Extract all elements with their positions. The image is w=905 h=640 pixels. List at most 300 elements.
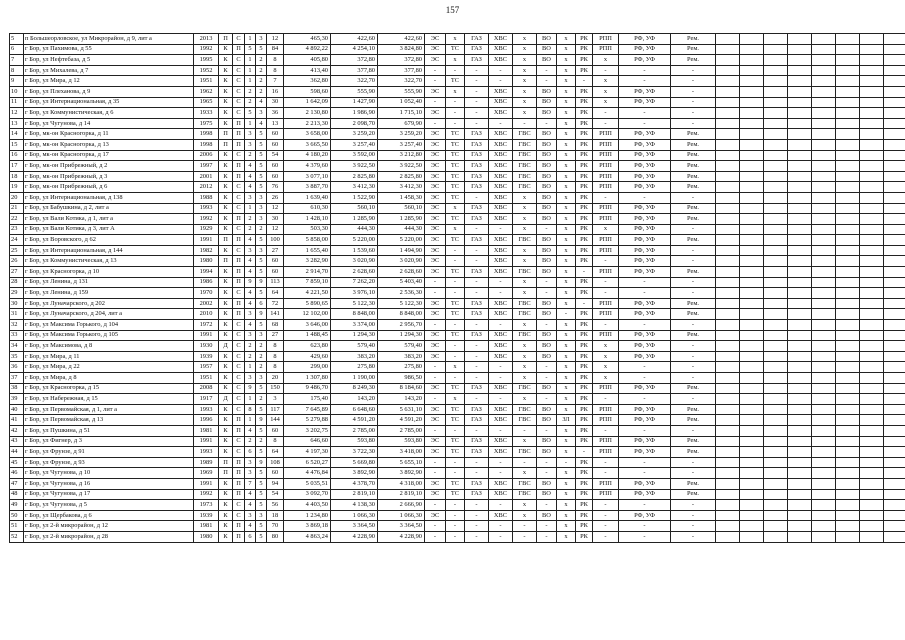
table-cell: - [619, 373, 671, 384]
row-number-cell: 11 [10, 97, 24, 108]
table-cell: К [219, 436, 233, 447]
table-cell: ГАЗ [465, 203, 489, 214]
table-cell [764, 351, 788, 362]
table-cell [812, 436, 836, 447]
table-cell [860, 288, 884, 299]
table-cell [740, 447, 764, 458]
table-cell: 2 819,10 [331, 489, 378, 500]
table-cell: 76 [267, 182, 284, 193]
table-cell: - [465, 362, 489, 373]
table-cell: ГАЗ [465, 44, 489, 55]
table-cell: х [557, 65, 576, 76]
table-cell: 2 [245, 97, 256, 108]
table-cell [740, 203, 764, 214]
table-cell [788, 118, 812, 129]
table-cell: 9 [256, 415, 267, 426]
table-cell: 3 [256, 373, 267, 384]
table-cell: К [219, 245, 233, 256]
table-cell: П [219, 129, 233, 140]
table-cell: х [513, 351, 537, 362]
table-cell: - [593, 288, 619, 299]
table-cell: ГВС [513, 404, 537, 415]
table-cell: 1 066,30 [378, 510, 425, 521]
table-cell [884, 224, 905, 235]
table-cell: ХВС [489, 383, 513, 394]
table-cell: РК [576, 320, 593, 331]
table-cell [836, 457, 860, 468]
table-cell: 3 [245, 139, 256, 150]
table-cell: ЭС [425, 34, 446, 45]
table-cell: х [513, 320, 537, 331]
table-cell [836, 203, 860, 214]
table-cell [764, 415, 788, 426]
table-cell: ХВС [489, 510, 513, 521]
table-cell: РПП [593, 478, 619, 489]
table-cell [860, 44, 884, 55]
table-cell: К [219, 108, 233, 119]
table-cell: - [489, 320, 513, 331]
table-cell: РК [576, 108, 593, 119]
table-cell: РК [576, 373, 593, 384]
table-cell: 1965 [194, 97, 219, 108]
table-cell: РК [576, 288, 593, 299]
table-cell: х [557, 224, 576, 235]
table-cell [764, 447, 788, 458]
table-cell: 1962 [194, 86, 219, 97]
table-cell: х [557, 267, 576, 278]
table-cell: ХВС [489, 404, 513, 415]
table-cell: - [425, 500, 446, 511]
table-cell: 1980 [194, 256, 219, 267]
table-cell [788, 500, 812, 511]
table-cell: х [446, 203, 465, 214]
table-cell [836, 97, 860, 108]
table-cell: РПП [593, 214, 619, 225]
table-cell: РФ, УФ [619, 171, 671, 182]
table-cell: - [671, 288, 716, 299]
table-cell: РК [576, 394, 593, 405]
table-row [10, 436, 905, 447]
table-cell [716, 373, 740, 384]
table-cell [740, 510, 764, 521]
table-cell: - [619, 277, 671, 288]
table-cell [764, 76, 788, 87]
table-cell [884, 182, 905, 193]
table-cell: РК [576, 97, 593, 108]
table-cell: 4 403,50 [284, 500, 331, 511]
table-cell: 8 848,00 [378, 309, 425, 320]
table-cell: 5 [256, 267, 267, 278]
table-cell: х [557, 478, 576, 489]
table-cell: ВО [537, 192, 557, 203]
table-cell: 60 [267, 267, 284, 278]
table-row [10, 182, 905, 193]
table-cell: ВО [537, 341, 557, 352]
table-cell [860, 65, 884, 76]
table-cell: ТС [446, 171, 465, 182]
table-cell: х [513, 341, 537, 352]
table-cell [764, 373, 788, 384]
table-cell: ХВС [489, 97, 513, 108]
table-cell: РПП [593, 235, 619, 246]
table-cell: РК [576, 500, 593, 511]
table-cell [836, 65, 860, 76]
table-cell: ЭС [425, 415, 446, 426]
table-cell: - [537, 373, 557, 384]
table-cell: РК [576, 341, 593, 352]
table-cell: 322,70 [378, 76, 425, 87]
table-cell: ТС [446, 478, 465, 489]
table-cell: П [233, 489, 245, 500]
table-cell: 1997 [194, 161, 219, 172]
table-cell [836, 478, 860, 489]
table-cell: 5 122,30 [378, 298, 425, 309]
table-cell [836, 288, 860, 299]
table-cell: 3 824,80 [378, 44, 425, 55]
table-cell: - [593, 521, 619, 532]
table-cell: К [219, 288, 233, 299]
table-cell [716, 44, 740, 55]
address-cell: г Бор, ул Фрунзе, д 91 [24, 447, 194, 458]
table-cell: - [537, 531, 557, 542]
table-cell: х [557, 489, 576, 500]
table-cell [740, 351, 764, 362]
table-cell: - [537, 224, 557, 235]
table-cell [860, 309, 884, 320]
table-cell: С [233, 108, 245, 119]
table-cell: 2 [245, 214, 256, 225]
table-cell: ХВС [489, 309, 513, 320]
table-cell: 80 [267, 531, 284, 542]
table-row [10, 108, 905, 119]
table-cell: 72 [267, 298, 284, 309]
table-cell: 5 890,65 [284, 298, 331, 309]
table-cell [716, 404, 740, 415]
table-cell: - [465, 277, 489, 288]
table-cell: 1 428,10 [284, 214, 331, 225]
table-cell: К [219, 150, 233, 161]
row-number-cell: 12 [10, 108, 24, 119]
table-cell: П [219, 139, 233, 150]
table-cell: - [671, 500, 716, 511]
table-cell: х [557, 203, 576, 214]
table-cell: - [619, 425, 671, 436]
table-cell [764, 224, 788, 235]
table-cell [836, 118, 860, 129]
table-cell: 1994 [194, 267, 219, 278]
table-cell [884, 277, 905, 288]
table-cell: 4 591,20 [378, 415, 425, 426]
table-cell: 5 [256, 500, 267, 511]
table-cell [884, 44, 905, 55]
table-cell [764, 256, 788, 267]
table-cell: 6 520,27 [284, 457, 331, 468]
table-cell: х [557, 298, 576, 309]
table-cell: Рем. [671, 150, 716, 161]
table-cell: РПП [593, 330, 619, 341]
table-cell: РПП [593, 298, 619, 309]
table-cell [740, 97, 764, 108]
table-cell [884, 500, 905, 511]
table-cell [836, 436, 860, 447]
table-cell: х [593, 86, 619, 97]
table-cell: ХВС [489, 436, 513, 447]
table-cell: ХВС [489, 203, 513, 214]
table-cell: ТС [446, 214, 465, 225]
table-cell: 1972 [194, 320, 219, 331]
table-row [10, 298, 905, 309]
table-cell [716, 235, 740, 246]
table-cell [740, 256, 764, 267]
address-cell: г Бор, ул Коммунистическая, д 6 [24, 108, 194, 119]
table-cell: 1982 [194, 245, 219, 256]
table-cell: С [233, 394, 245, 405]
table-cell [764, 118, 788, 129]
table-cell: х [557, 86, 576, 97]
table-cell [764, 468, 788, 479]
table-cell [884, 214, 905, 225]
table-cell: х [513, 394, 537, 405]
table-cell [812, 489, 836, 500]
table-cell: 4 318,00 [378, 478, 425, 489]
table-cell: ТС [446, 330, 465, 341]
table-cell [836, 86, 860, 97]
table-cell: х [557, 500, 576, 511]
table-cell: РК [576, 192, 593, 203]
table-cell: х [557, 531, 576, 542]
table-cell: х [557, 97, 576, 108]
table-cell: 4 378,70 [331, 478, 378, 489]
table-cell: - [671, 521, 716, 532]
table-cell [716, 436, 740, 447]
table-row [10, 277, 905, 288]
table-cell: ЭС [425, 256, 446, 267]
table-row [10, 161, 905, 172]
table-cell [788, 521, 812, 532]
table-cell [740, 65, 764, 76]
table-cell: - [465, 457, 489, 468]
table-cell: С [233, 76, 245, 87]
table-cell: 3 887,70 [284, 182, 331, 193]
table-cell [788, 34, 812, 45]
table-cell: - [465, 531, 489, 542]
table-cell [836, 415, 860, 426]
table-cell [884, 34, 905, 45]
table-cell: С [233, 383, 245, 394]
table-cell [812, 44, 836, 55]
table-cell: - [465, 76, 489, 87]
table-cell [884, 531, 905, 542]
table-cell: х [593, 351, 619, 362]
table-cell: - [619, 192, 671, 203]
table-cell [764, 394, 788, 405]
table-cell [740, 44, 764, 55]
address-cell: г Бор, ул Чугунова, д 16 [24, 478, 194, 489]
table-cell [836, 447, 860, 458]
table-cell: х [513, 277, 537, 288]
table-row [10, 394, 905, 405]
table-cell: 1917 [194, 394, 219, 405]
table-cell [812, 76, 836, 87]
table-cell: 5 [256, 468, 267, 479]
table-cell [860, 97, 884, 108]
table-cell: 1 [245, 65, 256, 76]
table-cell [764, 288, 788, 299]
table-cell [812, 34, 836, 45]
table-cell: ЭС [425, 330, 446, 341]
row-number-cell: 13 [10, 118, 24, 129]
table-cell: 7 262,20 [331, 277, 378, 288]
address-cell: г Бор, мк-он Прибрежный, д 2 [24, 161, 194, 172]
table-cell: РК [576, 161, 593, 172]
table-cell: ЭС [425, 447, 446, 458]
table-cell [884, 245, 905, 256]
table-cell [740, 34, 764, 45]
table-cell: ХВС [489, 55, 513, 66]
table-cell: 3 257,40 [378, 139, 425, 150]
table-cell: РФ, УФ [619, 510, 671, 521]
table-cell: 6 [256, 298, 267, 309]
table-cell: ХВС [489, 245, 513, 256]
table-cell [836, 161, 860, 172]
table-cell: - [671, 277, 716, 288]
address-cell: г Бор, ул Набережная, д 15 [24, 394, 194, 405]
table-cell: ГВС [513, 267, 537, 278]
row-number-cell: 14 [10, 129, 24, 140]
table-cell: - [671, 245, 716, 256]
table-cell: П [233, 531, 245, 542]
table-cell: РК [576, 171, 593, 182]
table-cell: х [513, 224, 537, 235]
table-cell [740, 235, 764, 246]
address-cell: г Бор, ул Интернациональная, д 138 [24, 192, 194, 203]
table-cell [764, 330, 788, 341]
table-cell: - [619, 500, 671, 511]
table-cell: - [446, 500, 465, 511]
table-cell [788, 161, 812, 172]
table-cell: ХВС [489, 86, 513, 97]
table-cell [764, 34, 788, 45]
table-cell: К [219, 298, 233, 309]
table-cell: РПП [593, 44, 619, 55]
table-cell: - [465, 320, 489, 331]
table-cell: - [537, 457, 557, 468]
address-cell: г Бор, ул 2-й микрорайон, д 28 [24, 531, 194, 542]
table-cell: 1 [245, 76, 256, 87]
table-cell: ХВС [489, 171, 513, 182]
table-cell: 2 [256, 224, 267, 235]
table-cell [884, 521, 905, 532]
table-cell [788, 447, 812, 458]
address-cell: г Бор, ул Луначарского, д 202 [24, 298, 194, 309]
row-number-cell: 6 [10, 44, 24, 55]
table-cell [740, 468, 764, 479]
table-cell: 2013 [194, 34, 219, 45]
table-cell: ЭС [425, 150, 446, 161]
table-cell: К [219, 373, 233, 384]
table-cell: 20 [267, 373, 284, 384]
table-cell: - [465, 500, 489, 511]
table-cell [716, 415, 740, 426]
table-cell: 9 [256, 277, 267, 288]
table-cell [788, 383, 812, 394]
table-cell: 64 [267, 288, 284, 299]
table-cell: 299,00 [284, 362, 331, 373]
table-cell [860, 182, 884, 193]
table-cell [836, 108, 860, 119]
table-cell [860, 171, 884, 182]
table-cell: ХВС [489, 139, 513, 150]
address-cell: г Бор, ул Интернациональная, д 144 [24, 245, 194, 256]
table-cell: - [465, 341, 489, 352]
table-cell: - [671, 394, 716, 405]
table-cell [788, 267, 812, 278]
table-cell: х [557, 256, 576, 267]
table-cell: х [513, 34, 537, 45]
table-row [10, 330, 905, 341]
table-cell: ГВС [513, 489, 537, 500]
table-cell: ВО [537, 447, 557, 458]
table-cell [860, 192, 884, 203]
table-cell: 593,80 [378, 436, 425, 447]
table-cell: ТС [446, 235, 465, 246]
table-cell: - [425, 277, 446, 288]
table-cell [740, 108, 764, 119]
table-cell: ЭС [425, 203, 446, 214]
table-cell: 3 592,00 [331, 150, 378, 161]
address-cell: г Бор, ул Михалева, д 7 [24, 65, 194, 76]
table-cell: 5 [256, 489, 267, 500]
table-cell: - [619, 118, 671, 129]
table-cell [788, 478, 812, 489]
table-cell: 5 [245, 108, 256, 119]
table-cell: 3 [245, 510, 256, 521]
table-cell: К [219, 510, 233, 521]
table-cell: РПП [593, 161, 619, 172]
table-cell [812, 203, 836, 214]
table-cell: РК [576, 510, 593, 521]
table-cell: С [233, 65, 245, 76]
table-cell [884, 288, 905, 299]
table-cell: ВО [537, 235, 557, 246]
table-cell: 3 [256, 108, 267, 119]
table-cell [884, 76, 905, 87]
table-cell: 5 [256, 425, 267, 436]
table-cell: - [489, 500, 513, 511]
table-cell: х [557, 383, 576, 394]
table-cell [836, 182, 860, 193]
address-cell: г Бор, ул Чугунова, д 17 [24, 489, 194, 500]
table-cell: - [619, 521, 671, 532]
table-cell [860, 383, 884, 394]
table-cell: - [465, 394, 489, 405]
table-cell: ВО [537, 34, 557, 45]
table-cell: ГАЗ [465, 298, 489, 309]
table-cell: х [513, 55, 537, 66]
table-cell: 1939 [194, 351, 219, 362]
table-cell [788, 468, 812, 479]
table-cell: С [233, 288, 245, 299]
table-cell: 5 [256, 182, 267, 193]
table-cell: 1995 [194, 55, 219, 66]
table-cell: К [219, 192, 233, 203]
table-cell: 413,40 [284, 65, 331, 76]
table-cell: 144 [267, 415, 284, 426]
table-cell: 12 102,00 [284, 309, 331, 320]
table-cell: - [593, 457, 619, 468]
table-cell: 1 639,40 [284, 192, 331, 203]
table-cell: Рем. [671, 267, 716, 278]
